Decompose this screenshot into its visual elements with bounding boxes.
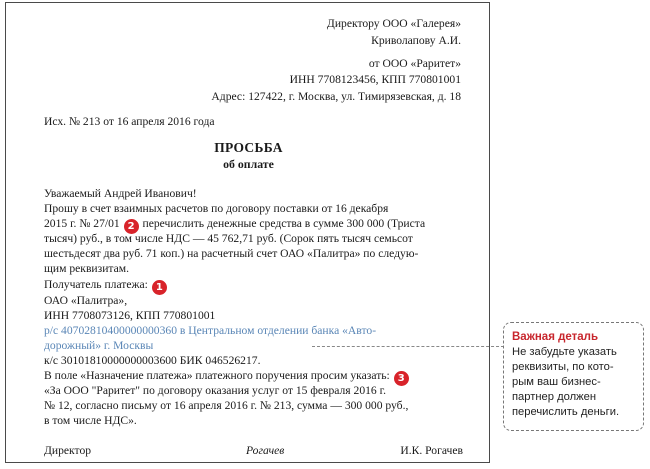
purpose-line2: № 12, согласно письму от 16 апреля 2016 г. № 213, сумма — 300 000 руб.,	[44, 399, 409, 412]
important-note-callout	[503, 322, 644, 431]
note-line: реквизиты, по кото-	[512, 361, 614, 373]
note-title: Важная деталь	[512, 331, 599, 343]
badge-1: 1	[152, 280, 167, 295]
body-line3: тысяч) руб., в том числе НДС — 45 762,71 руб. (Сорок пять тысяч семьсот	[44, 232, 413, 245]
body-line2-start: 2015 г. № 27/01	[44, 217, 120, 230]
body-line2-end: перечислить денежные средства в сумме 300 000 (Триста	[142, 217, 426, 230]
recipient-label: Получатель платежа:	[44, 278, 148, 291]
purpose-line3: в том числе НДС».	[44, 414, 137, 427]
letter-page	[5, 2, 490, 463]
sender-line1: от ООО «Раритет»	[368, 57, 461, 70]
recipient-line2: Криволапову А.И.	[371, 34, 461, 47]
recipient-name: ОАО «Палитра»,	[44, 294, 128, 307]
callout-connector	[312, 346, 504, 347]
account-line2: дорожный» г. Москвы	[44, 339, 154, 352]
signature-sign: Рогачев	[246, 444, 285, 457]
body-line1: Прошу в счет взаимных расчетов по договору поставки от 16 декабря	[44, 202, 389, 215]
greeting: Уважаемый Андрей Иванович!	[44, 187, 197, 200]
sender-line3: Адрес: 127422, г. Москва, ул. Тимирязевская, д. 18	[211, 90, 461, 103]
document-title: ПРОСЬБА	[214, 140, 283, 155]
account-line1: р/с 40702810400000000360 в Центральном отделении банка «Авто-	[44, 324, 377, 337]
sender-line2: ИНН 7708123456, КПП 770801001	[289, 73, 461, 86]
note-line: Не забудьте указать	[512, 346, 617, 358]
recipient-line1: Директору ООО «Галерея»	[326, 17, 461, 30]
signature-name: И.К. Рогачев	[400, 444, 463, 457]
purpose-line1: «За ООО "Раритет" по договору оказания услуг от 15 февраля 2016 г.	[44, 384, 386, 397]
badge-3: 3	[394, 371, 409, 386]
recipient-inn: ИНН 7708073126, КПП 770801001	[44, 309, 216, 322]
outgoing-number: Исх. № 213 от 16 апреля 2016 года	[44, 115, 215, 128]
body-line5: щим реквизитам.	[44, 262, 129, 275]
recipient-label-line	[44, 278, 168, 295]
signature-position: Директор	[44, 444, 92, 457]
document-subtitle: об оплате	[223, 157, 274, 171]
badge-2: 2	[124, 219, 139, 234]
note-line: перечислить деньги.	[512, 406, 620, 418]
corr-account: к/с 30101810000000003600 БИК 046526217.	[44, 354, 261, 367]
note-line: рым ваш бизнес-	[512, 376, 601, 388]
body-line4: шестьдесят два руб. 71 коп.) на расчетный счет ОАО «Палитра» по следую-	[44, 247, 419, 260]
purpose-intro: В поле «Назначение платежа» платежного поручения просим указать:	[44, 369, 390, 382]
note-line: партнер должен	[512, 391, 597, 403]
